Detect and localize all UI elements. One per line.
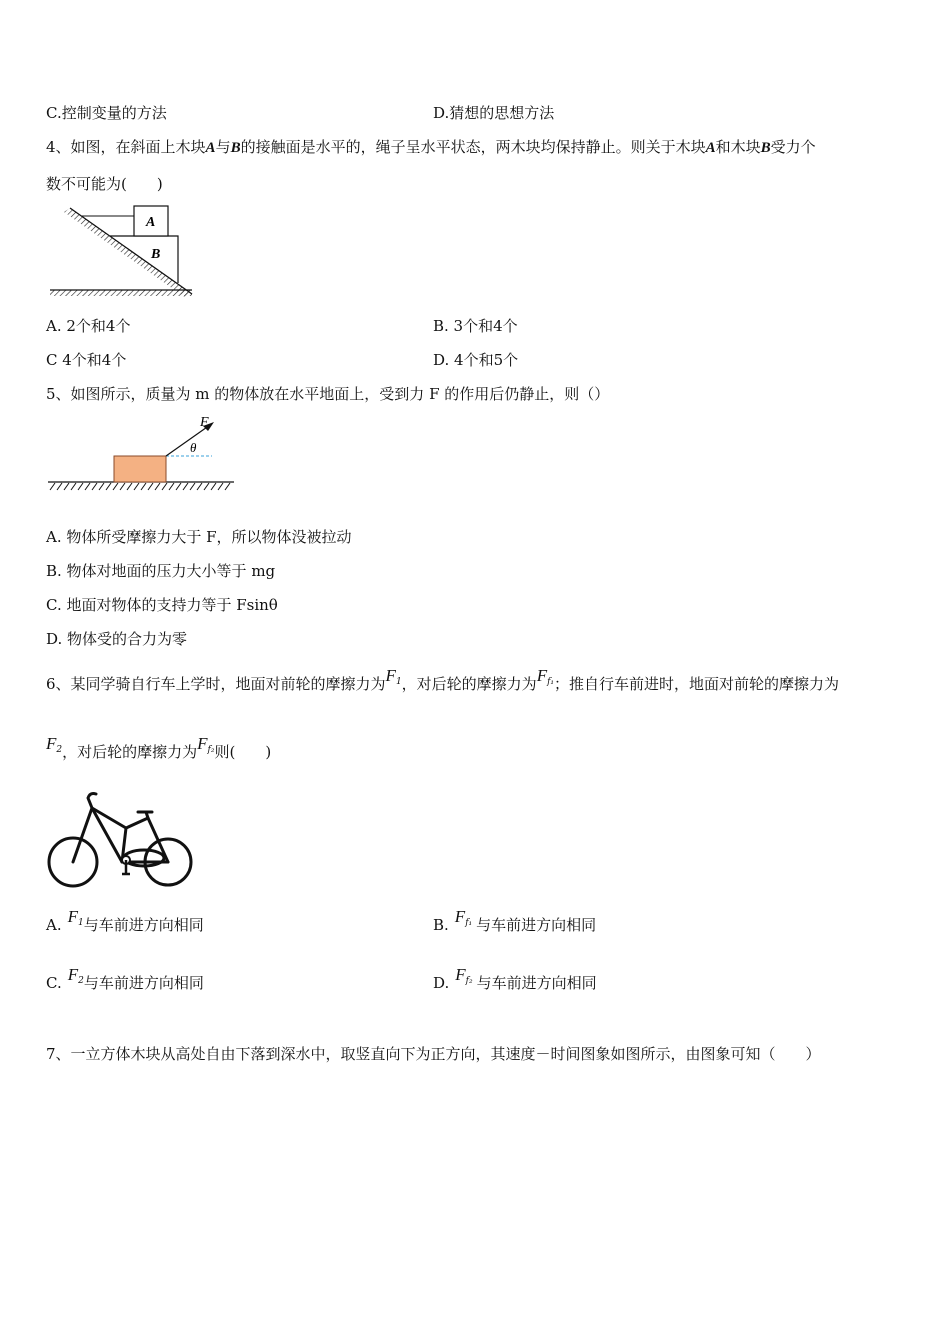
q6-option-a: A. $F^1$与车前进方向相同 [46, 907, 204, 934]
q6-stem-line2: $F^2$，对后轮的摩擦力为$F^{f_2}$则( ) [46, 734, 272, 761]
q6-bicycle-figure [46, 790, 196, 895]
q5-label-f: F [200, 415, 209, 430]
q4-option-b: B. 3个和4个 [433, 317, 518, 335]
q5-option-b: B. 物体对地面的压力大小等于 mg [46, 562, 276, 580]
q3-option-c: C.控制变量的方法 [46, 104, 167, 122]
q5-option-d: D. 物体受的合力为零 [46, 630, 188, 648]
q5-stem: 5、如图所示，质量为 m 的物体放在水平地面上，受到力 F 的作用后仍静止，则（） [46, 385, 610, 403]
q6-option-c: C. $F^2$与车前进方向相同 [46, 965, 204, 992]
q5-option-a: A. 物体所受摩擦力大于 F，所以物体没被拉动 [46, 528, 352, 546]
q7-stem: 7、一立方体木块从高处自由下落到深水中，取竖直向下为正方向，其速度－时间图象如图所示，由图象可知（ ） [46, 1045, 821, 1063]
q5-block-figure [46, 412, 246, 492]
q4-stem-line1: 4、如图，在斜面上木块A与B的接触面是水平的，绳子呈水平状态，两木块均保持静止。则关于木块A和木块B受力个 [46, 138, 816, 156]
q4-label-a: A [146, 215, 156, 230]
q4-incline-figure [46, 202, 206, 302]
q6-option-b: B. $F^{f_1}$ 与车前进方向相同 [433, 907, 597, 934]
q4-option-a: A. 2个和4个 [46, 317, 131, 335]
q5-block [114, 456, 166, 482]
q6-stem-line1: 6、某同学骑自行车上学时，地面对前轮的摩擦力为$F^1$，对后轮的摩擦力为$F^{f_1}$；推自行车前进时，地面对前轮的摩擦力为 [46, 666, 840, 693]
q4-option-c: C 4个和4个 [46, 351, 127, 369]
q6-option-d: D. $F^{f_2}$ 与车前进方向相同 [433, 965, 597, 992]
q3-option-d: D.猜想的思想方法 [433, 104, 555, 122]
q4-option-d: D. 4个和5个 [433, 351, 519, 369]
q5-label-theta: θ [190, 440, 197, 455]
q4-stem-line2: 数不可能为( ) [46, 175, 163, 193]
q5-option-c: C. 地面对物体的支持力等于 Fsinθ [46, 596, 278, 614]
q4-label-b: B [151, 247, 161, 262]
